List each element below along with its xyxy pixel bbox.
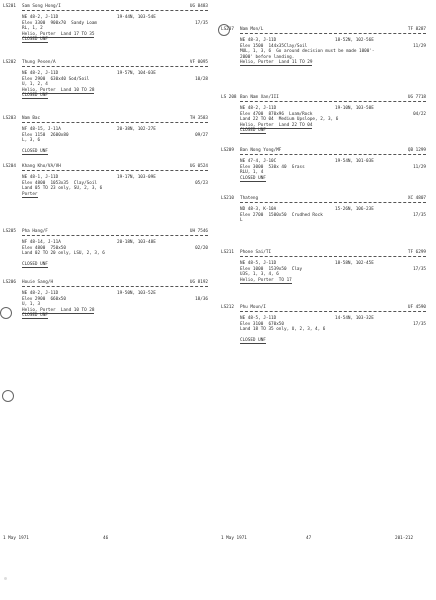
- dashed-rule: [22, 10, 208, 11]
- coordinates: 19-10N, 103-50E: [335, 106, 374, 111]
- line-text: Porter: [22, 191, 38, 197]
- line-text: NE 48-3, J-11D: [240, 38, 277, 43]
- entry-line: [22, 192, 208, 198]
- line-text: NE 48-2, J-11D: [240, 106, 277, 111]
- line-text: Elev 1000 1539x50 Clay: [240, 266, 303, 272]
- entry-grid-code: UG 8192: [189, 280, 208, 285]
- entry-grid-code: UG 7718: [407, 95, 426, 100]
- line-text: Elev 3000 530x 40 Grass: [240, 164, 305, 170]
- line-text: Elev 2900 660x50: [22, 296, 66, 302]
- runway-heading: 17/35: [413, 321, 426, 327]
- entry-id: LS209: [221, 148, 234, 153]
- dashed-rule: [22, 235, 208, 236]
- entry-grid-code: UH 7546: [189, 229, 208, 234]
- line-text: CLOSED UNF: [22, 313, 48, 319]
- right-footer-date: 1 May 1971: [221, 536, 247, 541]
- entry-grid-code: UF 4590: [407, 305, 426, 310]
- entry-line: [22, 37, 208, 43]
- entry-body: [22, 175, 208, 197]
- dashed-rule: [240, 256, 426, 257]
- entry-id: LS206: [3, 280, 16, 285]
- entry-id: LS212: [221, 305, 234, 310]
- entry-name: Ban Nam Xan/III: [240, 95, 279, 100]
- line-text: Elev 3100 670x50: [240, 321, 284, 327]
- line-text: 2000' before landing.: [240, 54, 295, 60]
- hand-circle-mark: [218, 24, 230, 36]
- entry-grid-code: TH 3583: [189, 116, 208, 121]
- entry-name: Phu Moun/I: [240, 305, 266, 310]
- line-text: Elev 2900 630x40 Sod/Soil: [22, 76, 90, 82]
- coordinates: 18-52N, 102-56E: [335, 38, 374, 43]
- entry-name: Nam Bac: [22, 116, 41, 121]
- entry-body: [22, 240, 208, 268]
- line-text: Elev 3300 900x70 Sandy Loam: [22, 20, 98, 26]
- line-text: Land 02 TO 20 only, LSU, 2, 3, 6: [22, 251, 105, 257]
- entry-grid-code: TF 6299: [407, 250, 426, 255]
- left-footer-page: 46: [103, 536, 109, 541]
- entry-line: [240, 60, 426, 66]
- line-text: NE 48-5, J-11D: [240, 316, 277, 321]
- entry-name: Ban Nong Yong/MF: [240, 148, 282, 153]
- entry-name: Pha Hang/F: [22, 229, 48, 234]
- line-text: U, 1, 2, 4: [22, 82, 48, 88]
- right-page: [218, 0, 428, 600]
- entry-name: Thung Pesen/A: [22, 60, 56, 65]
- dashed-rule: [22, 122, 208, 123]
- entry-line: [22, 93, 208, 99]
- dashed-rule: [240, 202, 426, 203]
- line-text: Elev 4800 750x50: [22, 245, 66, 251]
- runway-heading: 04/22: [413, 111, 426, 117]
- coordinates: 19-44N, 103-54E: [117, 15, 156, 20]
- hand-circle-mark: [2, 390, 14, 402]
- line-text: NE 47-4, J-10C: [240, 159, 277, 164]
- entry-name: Nam Mon/L: [240, 27, 264, 32]
- line-text: CLOSED UNF: [240, 175, 266, 181]
- entry-name: Houie Sang/H: [22, 280, 54, 285]
- right-footer-page: 47: [306, 536, 312, 541]
- line-text: U, 1, 3: [22, 302, 41, 308]
- entry-line: [240, 176, 426, 182]
- entry-grid-code: UG 8483: [189, 4, 208, 9]
- line-text: NE 48-2, J-11D: [22, 15, 59, 20]
- line-text: CLOSED UNF: [22, 149, 48, 155]
- entry-name: Thateng: [240, 196, 259, 201]
- entry-body: [22, 127, 208, 155]
- dashed-rule: [240, 101, 426, 102]
- line-text: ND 48-3, K-10A: [240, 207, 277, 212]
- coordinates: 19-50N, 103-52E: [117, 291, 156, 296]
- entry-line: [22, 313, 208, 319]
- line-text: Helio, Porter TO 17: [240, 277, 292, 283]
- entry-name: Sam Song Hong/I: [22, 4, 61, 9]
- entry-line: [22, 149, 208, 155]
- entry-body: [240, 316, 426, 344]
- line-text: CLOSED UNF: [240, 128, 266, 134]
- line-text: CLOSED UNF: [240, 338, 266, 344]
- coordinates: 18-58N, 102-45E: [335, 261, 374, 266]
- runway-heading: 11/29: [413, 164, 426, 170]
- entry-body: [240, 106, 426, 134]
- line-text: RL, 1, 2: [22, 26, 43, 32]
- line-text: NF 48-15, J-11A: [22, 127, 61, 132]
- entry-id: LS210: [221, 196, 234, 201]
- line-text: Helio, Porter Land 11 TO 29: [240, 60, 313, 66]
- line-text: Helio, Porter Land 10 TO 28: [22, 87, 95, 93]
- dashed-rule: [22, 66, 208, 67]
- line-text: NE 48-1, J-11D: [22, 175, 59, 180]
- entry-body: [240, 38, 426, 66]
- dashed-rule: [22, 170, 208, 171]
- line-text: MUL, 1, 3, 6 Go around decision must be made 1000'-: [240, 49, 375, 55]
- entry-line: [22, 262, 208, 268]
- right-footer-range: 201-212: [395, 536, 414, 541]
- entry-id: LS201: [3, 4, 16, 9]
- line-text: L, 3, 6: [22, 138, 41, 144]
- coordinates: 19-54N, 101-03E: [335, 159, 374, 164]
- line-text: Elev 4800 1053x35 Clay/Soil: [22, 180, 98, 186]
- entry-body: [240, 261, 426, 283]
- entry-grid-code: QB 1299: [407, 148, 426, 153]
- entry-body: [240, 207, 426, 224]
- entry-grid-code: TF 8287: [407, 27, 426, 32]
- runway-heading: 17/35: [413, 212, 426, 218]
- line-text: CLOSED UNF: [22, 37, 48, 43]
- entry-id: LS207: [221, 27, 234, 32]
- line-text: Land 05 TO 23 only, SU, 2, 3, 6: [22, 186, 103, 192]
- coordinates: 19-17N, 103-09E: [117, 175, 156, 180]
- entry-line: [240, 218, 426, 224]
- dashed-rule: [240, 154, 426, 155]
- coordinates: 19-57N, 104-03E: [117, 71, 156, 76]
- left-footer-date: 1 May 1971: [3, 536, 29, 541]
- hand-circle-mark: [0, 307, 12, 319]
- line-text: Elev 1500 144x35Clay/Soil: [240, 43, 308, 49]
- line-text: NE 48-2, J-11D: [22, 291, 59, 296]
- runway-heading: 10/28: [195, 76, 208, 82]
- line-text: Helio, Porter Land 22 TO 04: [240, 122, 313, 128]
- entry-body: [240, 159, 426, 181]
- entry-line: [240, 128, 426, 134]
- entry-id: LS211: [221, 250, 234, 255]
- entry-body: [22, 291, 208, 319]
- runway-heading: 17/35: [195, 20, 208, 26]
- dashed-rule: [22, 286, 208, 287]
- line-text: L: [240, 218, 243, 224]
- line-text: RLU, 1, 4: [240, 170, 264, 176]
- entry-id: LS 208: [221, 95, 237, 100]
- runway-heading: 18/36: [195, 296, 208, 302]
- entry-grid-code: UG 0524: [189, 164, 208, 169]
- coordinates: 14-54N, 103-32E: [335, 316, 374, 321]
- runway-heading: 11/29: [413, 43, 426, 49]
- line-text: NE 48-2, J-11D: [22, 71, 59, 76]
- entry-grid-code: VF 0095: [189, 60, 208, 65]
- line-text: Elev 1150 2600x80: [22, 132, 69, 138]
- coordinates: 20-38N, 102-27E: [117, 127, 156, 132]
- entry-line: [240, 278, 426, 284]
- runway-heading: 09/27: [195, 132, 208, 138]
- coordinates: 15-26N, 106-23E: [335, 207, 374, 212]
- entry-body: [22, 15, 208, 43]
- line-text: CLOSED UNF: [22, 93, 48, 99]
- entry-id: LS204: [3, 164, 16, 169]
- line-text: Land 18 TO 35 only, U, 2, 3, 4, 6: [240, 327, 326, 333]
- entry-id: LS202: [3, 60, 16, 65]
- line-text: NF 48-14, J-11A: [22, 240, 61, 245]
- entry-name: Phone Sai/TI: [240, 250, 272, 255]
- entry-id: LS203: [3, 116, 16, 121]
- line-text: CLOSED UNF: [22, 262, 48, 268]
- line-text: Helio, Porter Land 17 TO 35: [22, 31, 95, 37]
- runway-heading: 17/35: [413, 266, 426, 272]
- entry-line: [240, 338, 426, 344]
- dashed-rule: [240, 33, 426, 34]
- punch-hole-mark: [4, 577, 7, 580]
- line-text: NE 48-5, J-11D: [240, 261, 277, 266]
- entry-id: LS205: [3, 229, 16, 234]
- line-text: Elev 4700 870x96 Loam/Rock: [240, 111, 313, 117]
- left-page: [0, 0, 210, 600]
- line-text: Land 22 TO 04 Medium Upslope, 2, 3, 6: [240, 117, 339, 123]
- dashed-rule: [240, 311, 426, 312]
- entry-grid-code: XC 4807: [407, 196, 426, 201]
- coordinates: 20-18N, 103-48E: [117, 240, 156, 245]
- entry-name: Khang Kho/VA/VH: [22, 164, 61, 169]
- runway-heading: 05/23: [195, 180, 208, 186]
- line-text: U3S, 1, 3, 4, 6: [240, 272, 279, 278]
- line-text: Elev 2700 1500x50 Crudhed Rock: [240, 212, 323, 218]
- line-text: Helio, Porter Land 10 TO 28: [22, 307, 95, 313]
- runway-heading: 02/20: [195, 245, 208, 251]
- entry-body: [22, 71, 208, 99]
